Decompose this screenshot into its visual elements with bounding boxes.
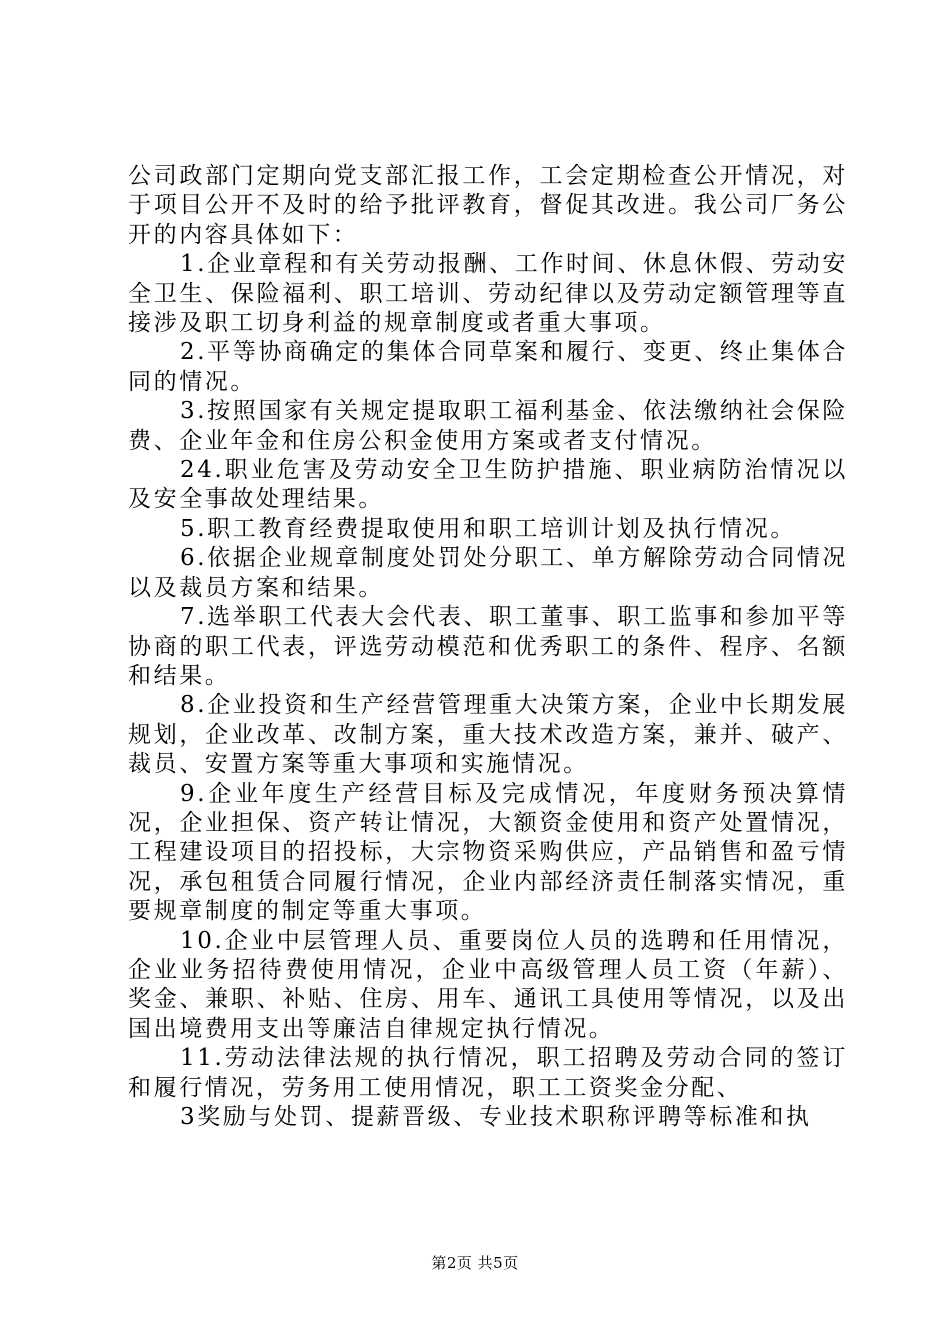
page-number-footer: 第2页 共5页	[431, 1254, 519, 1272]
paragraph-intro: 公司政部门定期向党支部汇报工作，工会定期检查公开情况，对于项目公开不及时的给予批评教育，督促其改进。我公司厂务公开的内容具体如下：	[128, 163, 848, 248]
list-item-4: 24.职业危害及劳动安全卫生防护措施、职业病防治情况以及安全事故处理结果。	[128, 457, 848, 513]
list-item-11: 11.劳动法律法规的执行情况，职工招聘及劳动合同的签订和履行情况，劳务用工使用情况，职工工资奖金分配、	[128, 1045, 848, 1101]
list-item-2: 2.平等协商确定的集体合同草案和履行、变更、终止集体合同的情况。	[128, 339, 848, 395]
list-item-5: 5.职工教育经费提取使用和职工培训计划及执行情况。	[180, 515, 796, 542]
list-item-continuation: 3奖励与处罚、提薪晋级、专业技术职称评聘等标准和执	[180, 1104, 812, 1130]
list-item-9: 9.企业年度生产经营目标及完成情况，年度财务预决算情况，企业担保、资产转让情况，大额资金使用和资产处置情况，工程建设项目的招投标，大宗物资采购供应，产品销售和盈亏情况，承包租赁合同履行情况，企业内部经济责任制落实情况，重要规章制度的制定等重大事项。	[128, 780, 848, 925]
list-item-6: 6.依据企业规章制度处罚处分职工、单方解除劳动合同情况以及裁员方案和结果。	[128, 545, 848, 601]
list-item-7: 7.选举职工代表大会代表、职工董事、职工监事和参加平等协商的职工代表，评选劳动模范和优秀职工的条件、程序、名额和结果。	[128, 604, 848, 689]
list-item-10: 10.企业中层管理人员、重要岗位人员的选聘和任用情况，企业业务招待费使用情况，企业中高级管理人员工资（年薪）、奖金、兼职、补贴、住房、用车、通讯工具使用等情况，以及出国出境费用支出等廉洁自律规定执行情况。	[128, 927, 848, 1042]
list-item-3: 3.按照国家有关规定提取职工福利基金、依法缴纳社会保险费、企业年金和住房公积金使用方案或者支付情况。	[128, 398, 848, 454]
list-item-8: 8.企业投资和生产经营管理重大决策方案，企业中长期发展规划，企业改革、改制方案，重大技术改造方案，兼并、破产、裁员、安置方案等重大事项和实施情况。	[128, 692, 848, 778]
document-body	[128, 162, 848, 1132]
list-item-1: 1.企业章程和有关劳动报酬、工作时间、休息休假、劳动安全卫生、保险福利、职工培训、劳动纪律以及劳动定额管理等直接涉及职工切身利益的规章制度或者重大事项。	[128, 251, 848, 337]
